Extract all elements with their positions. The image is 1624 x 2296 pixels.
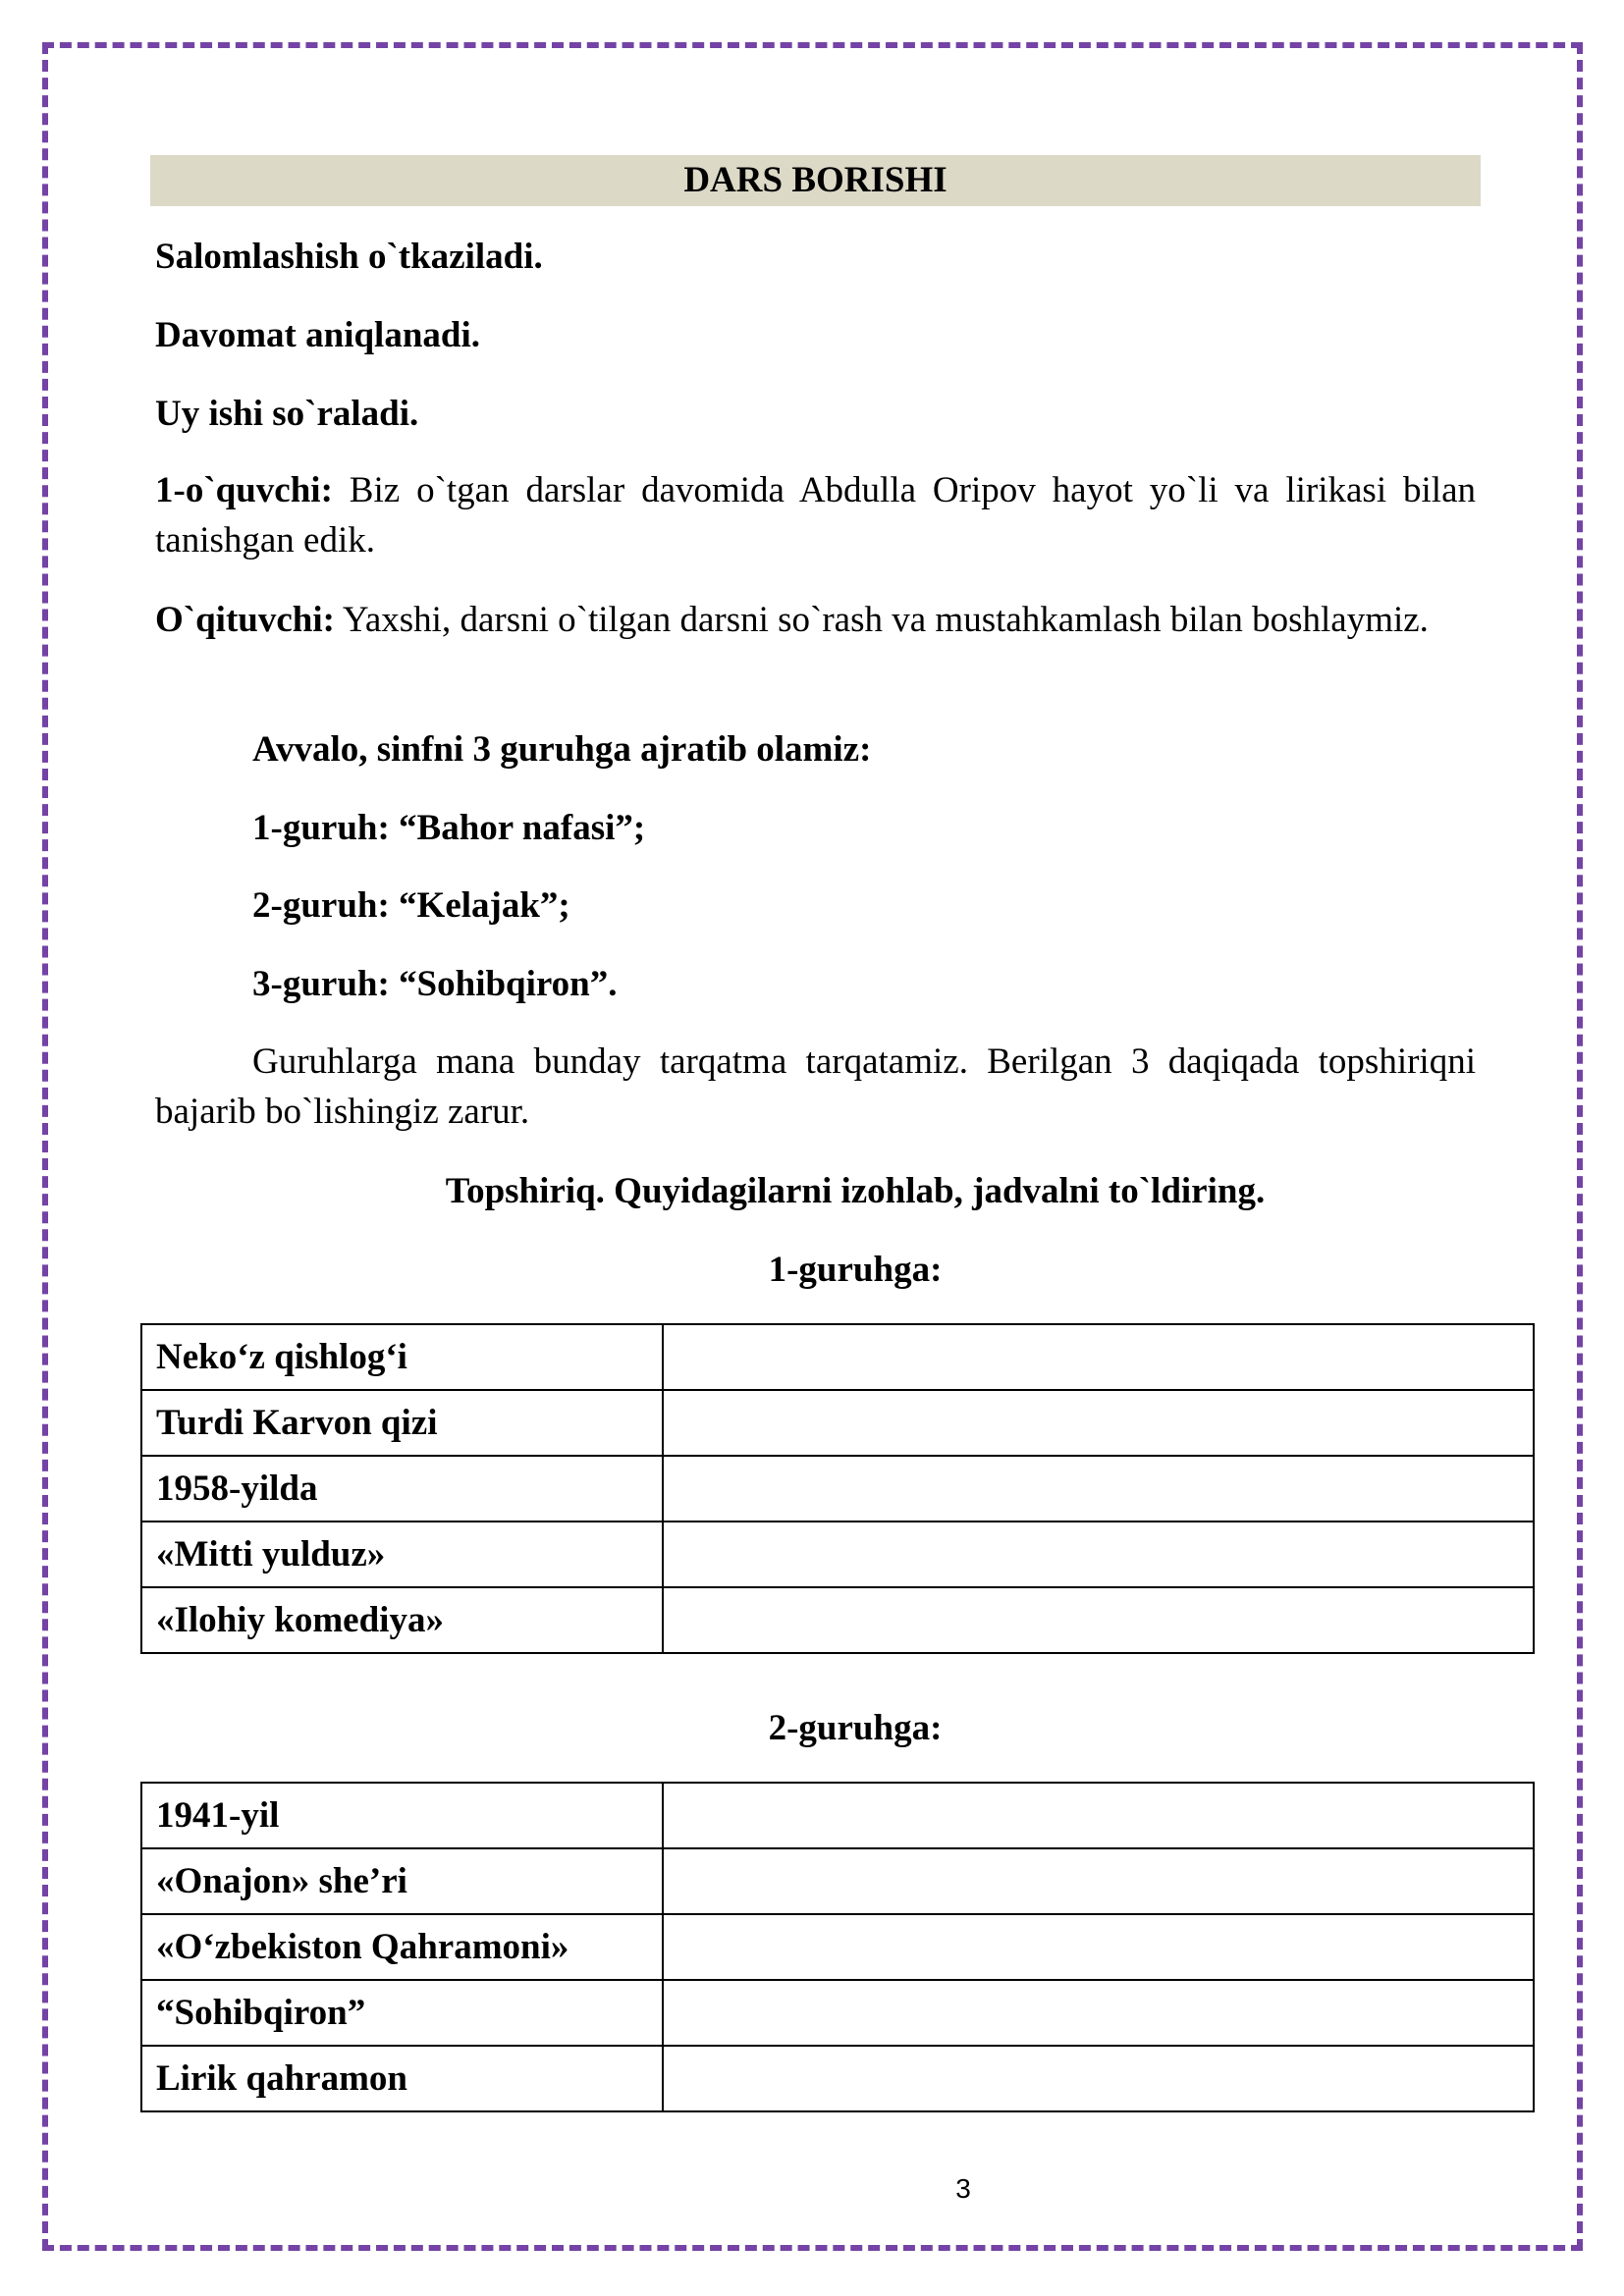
term-cell: «Onajon» she’ri: [141, 1848, 663, 1914]
student-dialog: [155, 465, 1476, 565]
term-cell: “Sohibqiron”: [141, 1980, 663, 2046]
answer-cell[interactable]: [663, 1980, 1534, 2046]
group-item: 2-guruh: “Kelajak”;: [252, 885, 570, 926]
teacher-dialog: [155, 595, 1476, 645]
table-row: [141, 1456, 1534, 1522]
teacher-label: O`qituvchi:: [155, 600, 335, 640]
term-cell: «O‘zbekiston Qahramoni»: [141, 1914, 663, 1980]
table-row: [141, 1980, 1534, 2046]
answer-cell[interactable]: [663, 1587, 1534, 1653]
homework-line: Uy ishi so`raladi.: [155, 394, 419, 434]
task-title: Topshiriq. Quyidagilarni izohlab, jadvalni to`ldiring.: [445, 1171, 1266, 1211]
table-row: [141, 1783, 1534, 1848]
section-heading: DARS BORISHI: [150, 155, 1481, 206]
term-cell: Lirik qahramon: [141, 2046, 663, 2111]
table-row: [141, 1848, 1534, 1914]
answer-cell[interactable]: [663, 1390, 1534, 1456]
table1-title: 1-guruhga:: [768, 1250, 943, 1290]
student-text: Biz o`tgan darslar davomida Abdulla Oripov hayot yo`li va lirikasi bilan tanishgan edik.: [155, 470, 1476, 561]
table-row: [141, 1914, 1534, 1980]
greeting-line: Salomlashish o`tkaziladi.: [155, 237, 543, 277]
groups-intro: Avvalo, sinfni 3 guruhga ajratib olamiz:: [252, 729, 872, 770]
table2-title: 2-guruhga:: [768, 1708, 943, 1748]
table-row: [141, 2046, 1534, 2111]
group-item: 1-guruh: “Bahor nafasi”;: [252, 808, 646, 848]
answer-cell[interactable]: [663, 2046, 1534, 2111]
answer-cell[interactable]: [663, 1848, 1534, 1914]
term-cell: «Mitti yulduz»: [141, 1522, 663, 1587]
table-group-1: [140, 1323, 1535, 1654]
term-cell: 1941-yil: [141, 1783, 663, 1848]
answer-cell[interactable]: [663, 1914, 1534, 1980]
page-number: 3: [955, 2173, 971, 2204]
term-cell: Neko‘z qishlog‘i: [141, 1324, 663, 1390]
table-row: [141, 1522, 1534, 1587]
answer-cell[interactable]: [663, 1522, 1534, 1587]
term-cell: Turdi Karvon qizi: [141, 1390, 663, 1456]
teacher-text: Yaxshi, darsni o`tilgan darsni so`rash va mustahkamlash bilan boshlaymiz.: [334, 600, 1429, 640]
table-row: [141, 1587, 1534, 1653]
table-row: [141, 1390, 1534, 1456]
term-cell: «Ilohiy komediya»: [141, 1587, 663, 1653]
table-group-2: [140, 1782, 1535, 2112]
handout-paragraph: Guruhlarga mana bunday tarqatma tarqatamiz. Berilgan 3 daqiqada topshiriqni bajarib bo`lishingiz zarur.: [155, 1041, 1476, 1132]
table-row: [141, 1324, 1534, 1390]
answer-cell[interactable]: [663, 1324, 1534, 1390]
term-cell: 1958-yilda: [141, 1456, 663, 1522]
answer-cell[interactable]: [663, 1456, 1534, 1522]
group-item: 3-guruh: “Sohibqiron”.: [252, 964, 618, 1004]
student-label: 1-o`quvchi:: [155, 470, 333, 510]
answer-cell[interactable]: [663, 1783, 1534, 1848]
attendance-line: Davomat aniqlanadi.: [155, 315, 481, 355]
